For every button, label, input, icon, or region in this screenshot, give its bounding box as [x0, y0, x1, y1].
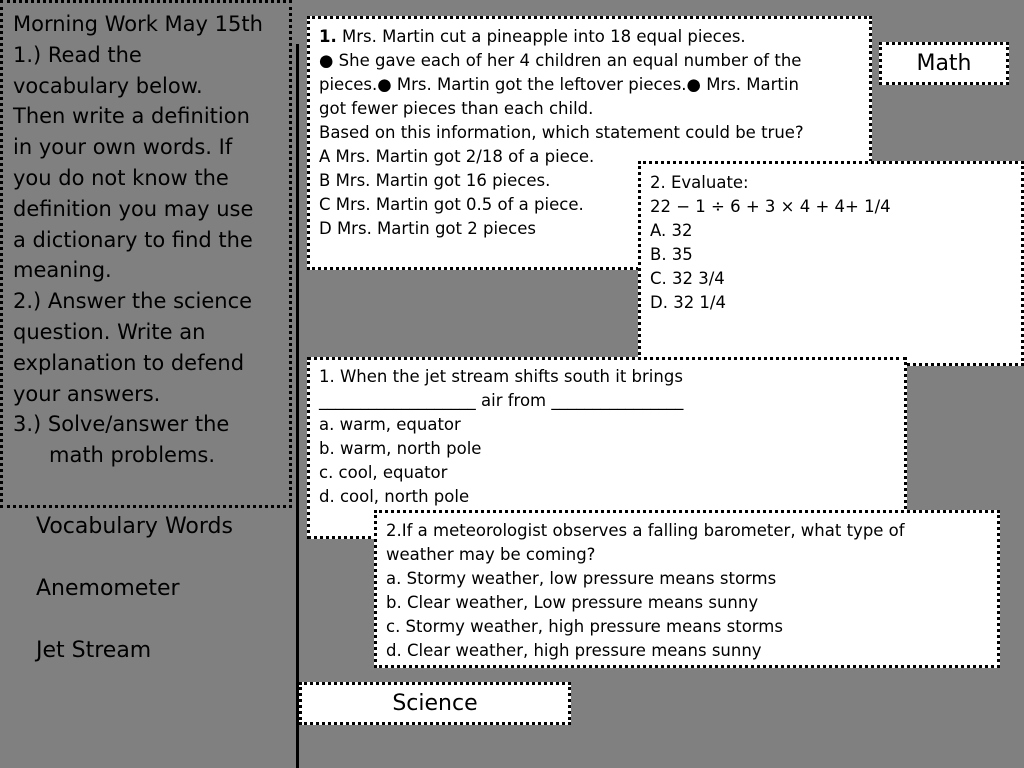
- instruction-line: Then write a definition: [13, 104, 250, 129]
- answer-option: B Mrs. Martin got 16 pieces.: [319, 171, 551, 190]
- answer-option: a. Stormy weather, low pressure means storms: [386, 569, 777, 588]
- vocabulary-title: Vocabulary Words: [36, 514, 233, 539]
- spacer: [36, 542, 233, 573]
- science-question-2: [374, 510, 1000, 668]
- answer-option: b. Clear weather, Low pressure means sunny: [386, 593, 759, 612]
- instructions-title: Morning Work May 15th: [13, 12, 263, 36]
- instruction-line: your answers.: [13, 381, 161, 406]
- question-first-line: [319, 25, 869, 49]
- instruction-line: explanation to defend: [13, 350, 245, 375]
- instruction-line: vocabulary below.: [13, 73, 203, 98]
- vocabulary-word: Jet Stream: [36, 638, 152, 663]
- instruction-line: definition you may use: [13, 196, 254, 221]
- answer-option: C. 32 3/4: [650, 269, 725, 288]
- question-line: ● She gave each of her 4 children an equal number of the: [319, 51, 802, 70]
- question-line: pieces.● Mrs. Martin got the leftover pieces.● Mrs. Martin: [319, 75, 799, 94]
- answer-option: c. Stormy weather, high pressure means storms: [386, 617, 783, 636]
- answer-option: d. cool, north pole: [319, 487, 470, 506]
- answer-option: A. 32: [650, 221, 693, 240]
- question-expression: 22 − 1 ÷ 6 + 3 × 4 + 4+ 1/4: [650, 197, 891, 216]
- instruction-line: 1.) Read the: [13, 42, 142, 67]
- answer-option: d. Clear weather, high pressure means sunny: [386, 641, 762, 660]
- answer-option: B. 35: [650, 245, 693, 264]
- question-line: got fewer pieces than each child.: [319, 99, 594, 118]
- math-section-label: Math: [879, 42, 1009, 85]
- question-number: 1.: [319, 27, 337, 46]
- answer-option: D Mrs. Martin got 2 pieces: [319, 219, 536, 238]
- instruction-line: in your own words. If: [13, 135, 233, 160]
- vertical-divider: [296, 44, 299, 768]
- math-question-2: [638, 161, 1024, 366]
- vocabulary-word: Anemometer: [36, 576, 180, 601]
- answer-option: b. warm, north pole: [319, 439, 482, 458]
- answer-option: C Mrs. Martin got 0.5 of a piece.: [319, 195, 584, 214]
- science-section-label: Science: [299, 682, 571, 725]
- question-line: 2. Evaluate:: [650, 173, 749, 192]
- instruction-line: question. Write an: [13, 319, 206, 344]
- answer-option: A Mrs. Martin got 2/18 of a piece.: [319, 147, 595, 166]
- question-text: Mrs. Martin cut a pineapple into 18 equal pieces.: [336, 27, 746, 46]
- question-blanks: ___________________ air from ________________: [319, 391, 684, 410]
- instruction-line: 3.) Solve/answer the: [13, 412, 230, 437]
- answer-option: c. cool, equator: [319, 463, 448, 482]
- instruction-line: 2.) Answer the science: [13, 289, 253, 314]
- instructions-panel: [0, 0, 292, 508]
- vocabulary-list: [36, 511, 233, 666]
- instruction-line: you do not know the: [13, 165, 229, 190]
- question-line: Based on this information, which statement could be true?: [319, 123, 804, 142]
- instruction-line: math problems.: [49, 443, 216, 468]
- question-line: 2.If a meteorologist observes a falling barometer, what type of: [386, 521, 905, 540]
- instruction-line: a dictionary to find the: [13, 227, 253, 252]
- question-line: 1. When the jet stream shifts south it brings: [319, 367, 683, 386]
- answer-option: D. 32 1/4: [650, 293, 726, 312]
- instruction-line: meaning.: [13, 258, 112, 283]
- answer-option: a. warm, equator: [319, 415, 461, 434]
- question-line: weather may be coming?: [386, 545, 596, 564]
- spacer: [36, 604, 233, 635]
